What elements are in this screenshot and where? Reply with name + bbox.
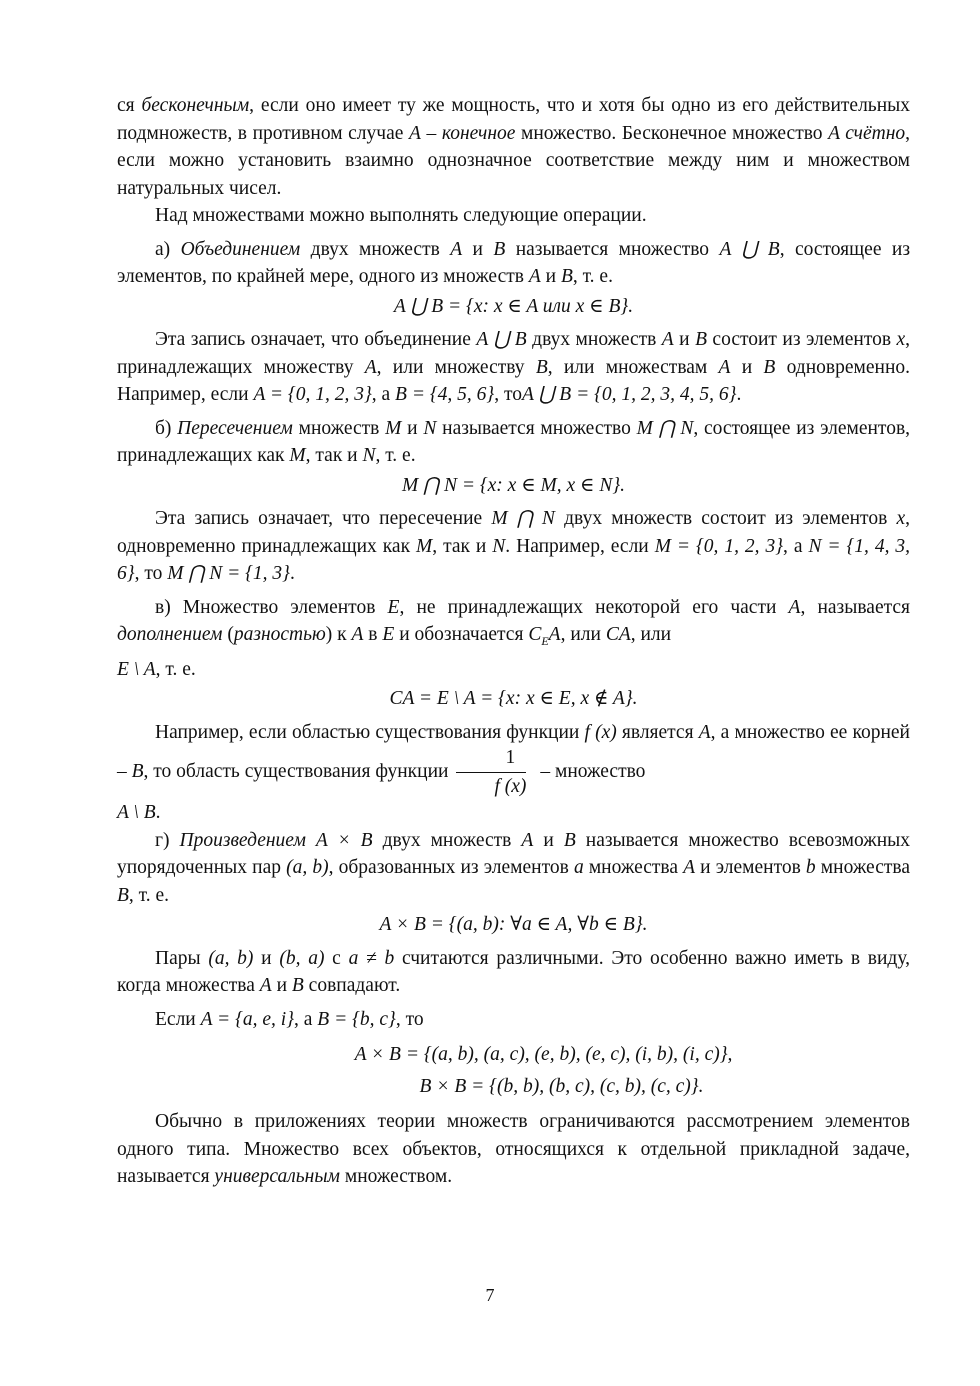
math: E bbox=[387, 596, 400, 618]
text: , то bbox=[134, 563, 168, 584]
equation-product-example-2: B × B = {(b, b), (b, c), (c, b), (c, c)}. bbox=[419, 1075, 704, 1097]
term-intersection: Пересечением bbox=[177, 417, 293, 439]
math: A bbox=[698, 721, 711, 743]
text: а) bbox=[155, 238, 181, 260]
math: N = {1, 4, 3, 6} bbox=[117, 535, 911, 584]
text: и bbox=[533, 829, 564, 851]
text: и bbox=[673, 329, 696, 350]
math: A bbox=[364, 356, 377, 378]
text: называется множество bbox=[505, 238, 720, 260]
text: множества bbox=[583, 857, 684, 878]
text: Например, если областью существования функции bbox=[155, 721, 585, 743]
paragraph-product-definition bbox=[117, 827, 910, 910]
math: A bbox=[718, 356, 731, 378]
fraction bbox=[456, 746, 526, 799]
math: C bbox=[528, 624, 542, 645]
text: , если оно имеет ту же мощность, что и хотя бы одно из его действительных подмножеств, в противном случае bbox=[117, 95, 910, 144]
paragraph-product-example-intro bbox=[117, 1006, 910, 1034]
math: A bbox=[661, 329, 674, 350]
text: Эта запись означает, что пересечение bbox=[155, 508, 492, 529]
paragraph-union-explanation bbox=[117, 326, 910, 409]
math: M bbox=[385, 417, 402, 439]
math: A bbox=[521, 829, 534, 851]
math: A bbox=[528, 266, 541, 287]
fraction-denominator: f (x) bbox=[494, 776, 527, 797]
math: A ⋃ B bbox=[719, 238, 780, 260]
term-complement: дополнением bbox=[117, 624, 223, 645]
text: состоит из элементов bbox=[706, 329, 897, 350]
text: , т. е. bbox=[128, 884, 170, 906]
math: E \ A bbox=[117, 658, 156, 680]
text: двух множеств bbox=[526, 329, 662, 350]
text: множеством. bbox=[339, 1166, 453, 1187]
term-product: Произведением bbox=[179, 829, 306, 851]
math: B = {4, 5, 6} bbox=[395, 384, 495, 405]
term-infinite: бесконечным bbox=[141, 95, 250, 116]
paragraph-universal-set bbox=[117, 1108, 910, 1191]
text: Эта запись означает, что объединение bbox=[155, 329, 477, 350]
paragraph-complement-definition bbox=[117, 594, 910, 684]
text: является bbox=[616, 721, 699, 743]
math-subscript: E bbox=[541, 634, 549, 648]
math: A bbox=[683, 857, 696, 878]
text: , называется bbox=[800, 596, 910, 618]
text: – bbox=[420, 122, 442, 144]
math: A ⋃ B bbox=[476, 329, 527, 350]
equation-union: A ⋃ B = {x: x ∈ A или x ∈ B}. bbox=[393, 295, 634, 317]
math: B = {b, c} bbox=[317, 1008, 396, 1030]
math: a ≠ b bbox=[348, 947, 395, 969]
math: CA bbox=[605, 624, 631, 645]
math: M ⋂ N bbox=[636, 417, 694, 439]
text: двух множеств bbox=[300, 238, 451, 260]
equation-product: A × B = {(a, b): ∀a ∈ A, ∀b ∈ B}. bbox=[379, 914, 648, 935]
text: и bbox=[462, 238, 494, 260]
text: и bbox=[540, 266, 561, 287]
text: множеств bbox=[292, 417, 386, 439]
math: A = {a, e, i} bbox=[200, 1008, 294, 1030]
term-countable: A счётно bbox=[828, 122, 906, 144]
text: и bbox=[730, 356, 764, 378]
text: . bbox=[155, 802, 161, 823]
text: , то bbox=[395, 1008, 424, 1030]
page-number: 7 bbox=[485, 1285, 495, 1305]
math: B bbox=[695, 329, 707, 350]
text: г) bbox=[155, 829, 180, 851]
text: , то bbox=[494, 384, 522, 405]
text: , одновременно принадлежащих как bbox=[117, 508, 910, 557]
paragraph-intersection-explanation bbox=[117, 505, 910, 588]
text: двух множеств bbox=[382, 829, 522, 851]
math: M bbox=[416, 535, 433, 557]
text: ) к bbox=[325, 624, 352, 645]
paragraph-intersection-definition bbox=[117, 415, 910, 470]
text: , так и bbox=[432, 535, 493, 557]
text: , или множествам bbox=[547, 356, 719, 378]
text: , а множество ее корней – bbox=[117, 721, 910, 782]
math: (a, b) bbox=[208, 947, 254, 969]
math: A \ B bbox=[117, 802, 156, 823]
text: , т. е. bbox=[375, 445, 416, 466]
math: A bbox=[408, 122, 421, 144]
equation-complement: CA = E \ A = {x: x ∈ E, x ∉ A}. bbox=[389, 688, 638, 709]
paragraph-operations-intro: Над множествами можно выполнять следующие операции. bbox=[155, 205, 647, 226]
text: , то область существования функции bbox=[143, 760, 449, 782]
math: B bbox=[493, 238, 506, 260]
text: в bbox=[363, 624, 383, 645]
text: , так и bbox=[305, 445, 363, 466]
text: , а bbox=[294, 1008, 318, 1030]
text: называется множество всевозможных упорядоченных пар bbox=[117, 829, 910, 878]
term-universal: универсальным bbox=[214, 1166, 340, 1187]
text: ( bbox=[222, 624, 234, 645]
text: и bbox=[253, 947, 280, 969]
text: , принадлежащих множеству bbox=[117, 329, 911, 378]
text: , состоящее из элементов, по крайней мере, одного из множеств bbox=[117, 238, 911, 287]
text: множества bbox=[815, 857, 910, 878]
math: A bbox=[450, 238, 463, 260]
text: , состоящее из элементов, принадлежащих как bbox=[117, 417, 911, 466]
paragraph-infinite-set bbox=[117, 92, 910, 202]
text: , не принадлежащих некоторой его части bbox=[399, 596, 789, 618]
text: ся bbox=[117, 95, 142, 116]
text: . bbox=[289, 563, 295, 584]
text: , т. е. bbox=[155, 658, 196, 680]
text: и bbox=[271, 975, 292, 996]
math: A = {0, 1, 2, 3} bbox=[253, 384, 372, 405]
equation-intersection: M ⋂ N = {x: x ∈ M, x ∈ N}. bbox=[401, 474, 626, 496]
math: E bbox=[382, 624, 395, 645]
text: , или bbox=[560, 624, 606, 645]
text: совпадают. bbox=[303, 975, 401, 996]
math: M = {0, 1, 2, 3} bbox=[654, 535, 784, 557]
text: с bbox=[324, 947, 349, 969]
math: N bbox=[423, 417, 437, 439]
text: , или bbox=[630, 624, 672, 645]
math: A bbox=[351, 624, 364, 645]
text: в) Множество элементов bbox=[155, 596, 388, 618]
text: б) bbox=[155, 417, 178, 439]
math: M ⋂ N = {1, 3} bbox=[167, 563, 290, 584]
text: и bbox=[401, 417, 424, 439]
text: Обычно в приложениях теории множеств ограничиваются рассмотрением элементов одного типа. Множество всех объектов, относящихся к отдельной прикладной задаче, называется bbox=[117, 1111, 910, 1187]
math: f (x) bbox=[584, 721, 617, 743]
text: , т. е. bbox=[572, 266, 613, 287]
text: Если bbox=[155, 1008, 201, 1030]
text: , а bbox=[371, 384, 396, 405]
text: множество. Бесконечное множество bbox=[515, 122, 829, 144]
math: A bbox=[548, 624, 561, 645]
math: B bbox=[117, 884, 129, 906]
paragraph-pairs-distinct bbox=[117, 945, 910, 1000]
text: и элементов bbox=[695, 857, 806, 878]
math: A bbox=[788, 596, 801, 618]
math: B bbox=[563, 829, 576, 851]
paragraph-function-example bbox=[117, 719, 910, 827]
paragraph-union-definition bbox=[117, 236, 910, 291]
text: и обозначается bbox=[394, 624, 529, 645]
text: , если можно установить взаимно однозначное соответствие между ним и множеством натуральных чисел. bbox=[117, 122, 911, 199]
math: N bbox=[362, 445, 376, 466]
term-difference: разностью bbox=[233, 624, 326, 645]
math: A × B bbox=[305, 829, 383, 851]
math-union-example: A ⋃ B = {0, 1, 2, 3, 4, 5, 6} bbox=[521, 384, 737, 405]
text: двух множеств состоит из элементов bbox=[554, 508, 897, 529]
math: N bbox=[492, 535, 506, 557]
term-finite: конечное bbox=[441, 122, 516, 144]
text: – множество bbox=[540, 760, 646, 782]
math: (b, a) bbox=[279, 947, 325, 969]
math: B bbox=[291, 975, 304, 996]
math: A bbox=[259, 975, 272, 996]
term-union: Объединением bbox=[180, 238, 301, 260]
text: , образованных из элементов bbox=[328, 857, 574, 878]
equation-product-example-1: A × B = {(a, b), (a, c), (e, b), (e, c), (i, b), (i, c)}, bbox=[354, 1044, 733, 1065]
math: B bbox=[535, 356, 548, 378]
math: a bbox=[573, 857, 584, 878]
math: M bbox=[289, 445, 306, 466]
math: M ⋂ N bbox=[491, 508, 555, 529]
math: (a, b) bbox=[286, 857, 329, 878]
text: Пары bbox=[155, 947, 209, 969]
text: . bbox=[736, 384, 742, 405]
text: считаются различными. Это особенно важно иметь в виду, когда множества bbox=[117, 947, 911, 996]
text: называется множество bbox=[436, 417, 637, 439]
math: b bbox=[805, 857, 816, 878]
math: B bbox=[763, 356, 776, 378]
text: , или множеству bbox=[376, 356, 536, 378]
text: . Например, если bbox=[505, 535, 655, 557]
math: B bbox=[131, 760, 144, 782]
text: одновременно. Например, если bbox=[117, 356, 911, 405]
fraction-numerator: 1 bbox=[456, 746, 526, 773]
math: B bbox=[560, 266, 573, 287]
text: , а bbox=[783, 535, 809, 557]
math: x bbox=[896, 329, 906, 350]
math: x bbox=[896, 508, 906, 529]
